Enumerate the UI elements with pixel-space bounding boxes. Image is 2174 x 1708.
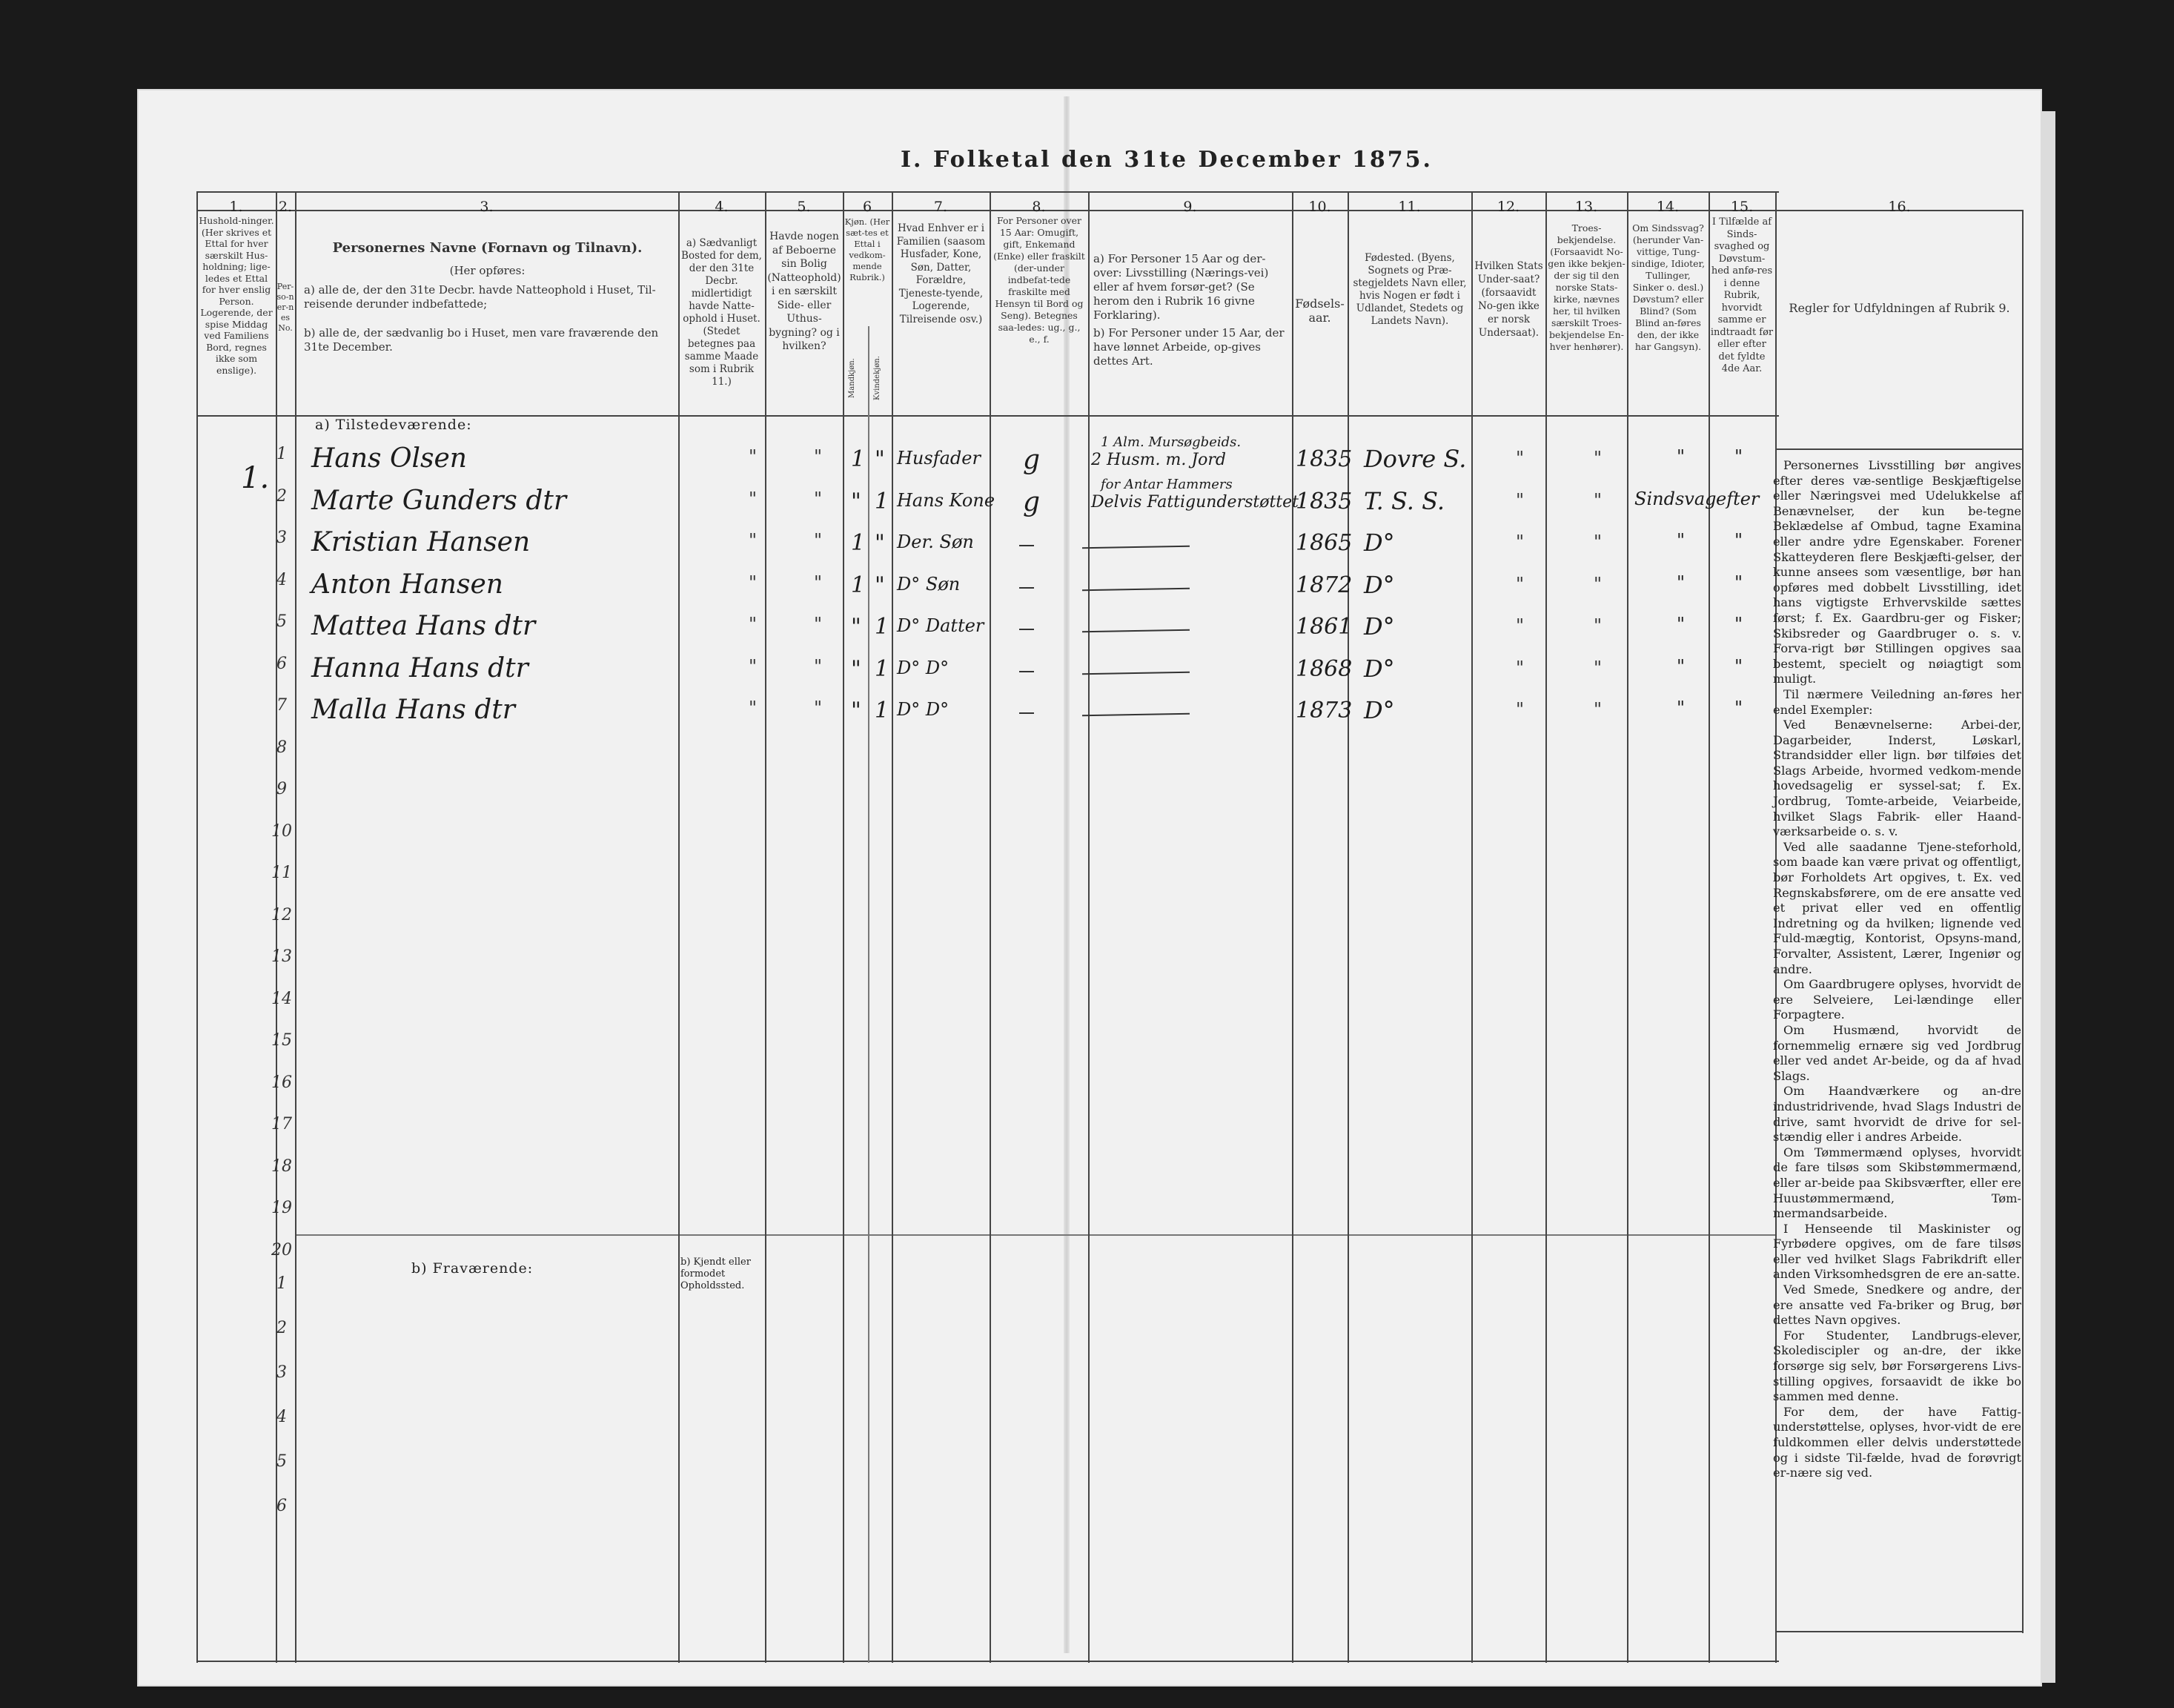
disability-onset: " [1734,698,1743,718]
header-birth-year: Fødsels-aar. [1295,297,1345,325]
sex-female: " [875,572,885,598]
sex-male: 1 [851,572,866,598]
col-line [765,191,766,1663]
col-line [868,326,869,1663]
religion: " [1594,489,1603,511]
usual-residence: " [749,655,758,677]
sex-female: 1 [875,655,889,682]
row-number: 12 [271,905,292,924]
disability: " [1677,572,1686,593]
sex-male: 1 [851,530,866,556]
religion: " [1594,573,1603,595]
header-disability: Om Sindssvag? (herunder Van-vittige, Tung-sindige, Idioter, Tullinger, Sinker o. desl.) Døvstum? eller Blind? (Som Blind an-føres den, der ikke har Gangsyn). [1631,222,1706,352]
birth-year: 1835 [1296,446,1353,472]
header-rules: Regler for Udfyldningen af Rubrik 9. [1789,301,2010,315]
sex-female: " [875,446,885,472]
col-line [196,191,198,1663]
header-side-building: Havde nogen af Beboerne sin Bolig (Natteophold) i en særskilt Side- eller Uthus-bygning? og i hvilken? [767,231,841,352]
col-line [2022,210,2024,1633]
row-number: 3 [276,529,287,547]
instruction-paragraph: Om Haandværkere og an-dre industridrivende, hvad Slags Industri de drive, samt hvorvidt de drive for sel-stændig eller i andres Arbeide. [1773,1084,2021,1145]
occupation-note: 1 Alm. Mursøgbeids. [1101,434,1242,450]
sheet-edge [2042,111,2055,1683]
col-number: 11. [1398,199,1421,215]
disability: " [1677,614,1686,635]
side-building: " [814,488,823,509]
col-line [276,191,277,1663]
citizenship: " [1516,448,1525,469]
row-number: 2 [276,486,287,506]
religion: " [1594,657,1603,678]
row-number: 16 [271,1073,292,1092]
family-role: D° D° [897,657,950,678]
header-names-a: a) alle de, der den 31te Decbr. havde Natteophold i Huset, Til-reisende derunder indbefattede; [304,283,656,311]
birthplace: D° [1364,696,1395,724]
occupation: Delvis Fattigunderstøttet [1091,492,1299,512]
family-role: Hans Kone [897,489,995,511]
row-number: 8 [276,738,287,757]
col-line [1627,191,1628,1663]
birthplace: D° [1364,570,1395,599]
col-line [1088,191,1090,1663]
header-citizenship: Hvilken Stats Under-saat? (forsaavidt No-gen ikke er norsk Undersaat). [1474,260,1543,339]
instruction-paragraph: Ved alle saadanne Tjene-steforhold, som baade kan være privat og offentligt, bør Forholdets Art opgives, t. Ex. ved Regnskabsførere, om de ere ansatte ved et privat eller ved en offentlig Indretning og da hvilken; lignende ved Fuld-mægtig, Kontorist, Opsyns-mand, Forvalter, Assistent, Lærer, Ingeniør og andre. [1773,839,2021,976]
row-number: 20 [271,1240,292,1260]
occupation-note: for Antar Hammers [1101,476,1233,492]
header-birthplace: Fødested. (Byens, Sognets og Præ-stegjeldets Navn eller, hvis Nogen er født i Udlandet, Stedets og Landets Navn). [1353,252,1467,327]
table-bottom-rule [196,1661,1779,1662]
usual-residence: " [749,446,758,467]
person-name: Malla Hans dtr [311,695,515,725]
disability-onset: efter [1716,488,1760,509]
row-number: 1 [276,1274,287,1293]
disability: " [1677,446,1686,467]
row-number: 4 [276,1408,287,1426]
col-number: 13. [1574,199,1598,215]
disability: Sindsvag [1634,488,1717,509]
side-building: " [814,572,823,593]
usual-residence: " [749,614,758,635]
row-number: 1 [276,445,287,463]
citizenship: " [1516,532,1525,552]
sex-male: " [851,614,861,640]
sex-female: 1 [875,614,889,640]
instruction-paragraph: Om Tømmermænd oplyses, hvorvidt de fare tilsøs som Skibstømmermænd, eller ar-beide paa Skibsværfter, eller ere Huustømmermænd, Tøm-mermandsarbeide. [1773,1145,2021,1221]
marital-dash [1019,629,1034,630]
table-top-rule [196,191,1779,193]
family-role: D° D° [897,699,950,720]
sex-female: " [875,530,885,556]
instruction-paragraph: Ved Smede, Snedkere og andre, der ere ansatte ved Fa-briker og Brug, bør dettes Navn opgives. [1773,1282,2021,1328]
occupation: 2 Husm. m. Jord [1091,451,1226,469]
col-number: 9. [1183,199,1197,215]
instruction-paragraph: Ved Benævnelserne: Arbei-der, Dagarbeider, Inderst, Løskarl, Strandsidder eller lign. bør tilføies det Slags Arbeide, hvormed vedkom-mende hovedsagelig er syssel-sat; f. Ex. Jordbrug, Tomte-arbeide, Veiarbeide, hvilket Slags Fabrik- eller Haand-værksarbeide o. s. v. [1773,718,2021,839]
sex-male: " [851,698,861,724]
instruction-paragraph: Personernes Livsstilling bør angives efter deres væ-sentlige Beskjæftigelse eller Næringsvei med Udelukkelse af Benævnelser, der kun be-tegne Beklædelse af Ombud, tagne Examina eller andre ydre Egenskaber. Forener Skatteyderen flere Beskjæfti-gelser, der kunne ansees som væsentlige, bør han opføres med dobbelt Livsstilling, idet hans vigtigste Erhvervskilde sættes først; f. Ex. Gaardbru-ger og Fisker; Skibsreder og Gaardbruger o. s. v. Forva-rigt bør Stillingen opgives saa bestemt, specielt og nøiagtigt som muligt. [1773,458,2021,686]
instruction-paragraph: Til nærmere Veiledning an-føres her endel Exempler: [1773,686,2021,717]
header-occupation-a: a) For Personer 15 Aar og der-over: Livsstilling (Nærings-vei) eller af hvem forsør-get? (Se herom den i Rubrik 16 givne Forklaring). [1093,252,1269,322]
page-title: I. Folketal den 31te December 1875. [901,147,1433,173]
row-number: 15 [271,1031,292,1050]
disability: " [1677,530,1686,551]
side-building: " [814,530,823,551]
row-number: 11 [271,864,292,882]
person-name: Marte Gunders dtr [311,485,567,516]
person-name: Kristian Hansen [311,527,531,557]
col-line [678,191,680,1663]
row-number: 2 [276,1319,287,1337]
col-line [1292,191,1293,1663]
instr-header-rule [1775,448,2024,450]
row-number: 4 [276,570,287,589]
row-number: 19 [271,1199,292,1217]
header-disability-onset: I Tilfælde af Sinds-svaghed og Døvstum-hed anfø-res i denne Rubrik, hvorvidt samme er indtraadt før eller efter det fyldte 4de Aar. [1710,216,1774,374]
col-line [295,191,296,1663]
col-number: 3. [480,199,494,215]
row-number: 14 [271,989,292,1008]
citizenship: " [1516,699,1525,720]
disability-onset: " [1734,572,1743,593]
col-number: 10. [1308,199,1331,215]
birthplace: T. S. S. [1364,486,1445,515]
row-number: 6 [276,1497,287,1515]
row-number: 3 [276,1363,287,1382]
header-religion: Troes-bekjendelse. (Forsaavidt No-gen ikke bekjen-der sig til den norske Stats-kirke, nævnes her, til hvilken særskilt Troes-bekjendelse En-hver henhører). [1548,222,1625,352]
col-number: 7. [933,199,948,215]
birth-year: 1861 [1296,614,1353,640]
instructions-text [1773,458,2021,1481]
col-line [1471,191,1473,1663]
marital-dash [1019,671,1034,672]
disability-onset: " [1734,530,1743,551]
header-names-title: Personernes Navne (Fornavn og Tilnavn). [332,240,643,256]
instruction-paragraph: For Studenter, Landbrugs-elever, Skolediscipler og an-dre, der ikke forsørge sig selv, bør Forsørgerens Livs-stilling opgives, forsaavidt de ikke bo sammen med denne. [1773,1328,2021,1404]
instruction-paragraph: Om Husmænd, hvorvidt de fornemmelig ernære sig ved Jordbrug eller ved andet Ar-beide, og da af hvad Slags. [1773,1022,2021,1083]
col-number: 8. [1032,199,1046,215]
marital-dash [1019,712,1034,714]
usual-residence: " [749,530,758,551]
birthplace: D° [1364,654,1395,683]
header-sex-female: Kvindekjøn. [873,356,881,400]
sex-female: 1 [875,698,889,724]
col-line [1709,191,1710,1663]
side-building: " [814,698,823,718]
header-marital: For Personer over 15 Aar: Omugift, gift, Enkemand (Enke) eller fraskilt (der-under indbefat-tede fraskilte med Hensyn til Bord og Seng). Betegnes saa-ledes: ug., g., e., f. [993,215,1085,345]
instruction-paragraph: Om Gaardbrugere oplyses, hvorvidt de ere Selveiere, Lei-lændinge eller Forpagtere. [1773,977,2021,1022]
religion: " [1594,532,1603,552]
usual-residence: " [749,572,758,593]
citizenship: " [1516,573,1525,595]
disability-onset: " [1734,655,1743,677]
sex-male: " [851,488,861,514]
household-number: 1. [241,461,270,495]
religion: " [1594,448,1603,469]
marital-dash [1019,587,1034,589]
col-number: 16. [1888,199,1911,215]
col-line [1348,191,1349,1663]
citizenship: " [1516,489,1525,511]
row-number: 13 [271,947,292,966]
col-number: 5. [797,199,811,215]
row-number: 18 [271,1156,292,1176]
row-number: 17 [271,1115,292,1133]
col-line [1545,191,1547,1663]
col-number: 12. [1497,199,1520,215]
birthplace: D° [1364,612,1395,640]
disability-onset: " [1734,446,1743,467]
marital-status: g [1023,486,1041,517]
instruction-paragraph: I Henseende til Maskinister og Fyrbødere opgives, om de fare tilsøs eller ved hvilket Slags Fabrikdrift eller anden Virksomhedsgren de ere an-satte. [1773,1221,2021,1282]
section-b-rule [296,1234,1775,1236]
disability: " [1677,655,1686,677]
birth-year: 1873 [1296,698,1353,724]
header-sex: Kjøn. (Her sæt-tes et Ettal i vedkom-mende Rubrik.) [844,216,890,282]
birth-year: 1835 [1296,488,1353,514]
header-sex-male: Mandkjøn. [848,358,856,398]
row-number: 9 [276,780,287,798]
religion: " [1594,699,1603,720]
marital-dash [1019,545,1034,546]
family-role: D° Søn [897,573,961,595]
sex-female: 1 [875,488,889,514]
family-role: Husfader [897,448,981,469]
side-building: " [814,614,823,635]
birth-year: 1872 [1296,572,1353,598]
header-family-role: Hvad Enhver er i Familien (saasom Husfader, Kone, Søn, Datter, Forældre, Tjeneste-tyende, Logerende, Tilreisende osv.) [896,222,986,325]
col-number: 4. [715,199,729,215]
birth-year: 1865 [1296,530,1353,556]
person-name: Anton Hansen [311,569,503,600]
col-number: 1. [229,199,243,215]
citizenship: " [1516,657,1525,678]
row-number: 10 [271,821,292,841]
header-names-sub: (Her opføres: [449,264,526,277]
row-number: 7 [276,696,287,715]
side-building: " [814,446,823,467]
side-building: " [814,655,823,677]
sex-male: 1 [851,446,866,472]
person-name: Mattea Hans dtr [311,611,536,641]
family-role: D° Datter [897,615,984,636]
disability-onset: " [1734,614,1743,635]
birth-year: 1868 [1296,655,1353,682]
section-absent-label: b) Fraværende: [411,1260,534,1277]
section-absent-location-header: b) Kjendt eller formodet Opholdssted. [680,1257,751,1291]
usual-residence: " [749,488,758,509]
religion: " [1594,615,1603,636]
col-number: 2. [278,199,293,215]
header-usual-residence: a) Sædvanligt Bosted for dem, der den 31te Decbr. midlertidigt havde Natte-ophold i Huset. (Stedet betegnes paa samme Maade som i Rubrik 11.) [681,237,762,388]
row-number: 6 [276,654,287,673]
birthplace: D° [1364,529,1395,557]
row-number: 5 [276,1452,287,1471]
disability: " [1677,698,1686,718]
header-households: Hushold-ninger. (Her skrives et Ettal for hver særskilt Hus-holdning; lige-ledes et Ettal for hver enslig Person. Logerende, der spise Middag ved Familiens Bord, regnes ikke som enslige). [199,215,274,376]
col-line [843,191,844,1663]
row-number: 5 [276,612,287,631]
header-names-b: b) alle de, der sædvanlig bo i Huset, men vare fraværende den 31te December. [304,326,659,354]
sex-male: " [851,655,861,682]
header-person-no: Per-so-ner-nes No. [276,282,294,333]
marital-status: g [1023,445,1041,475]
family-role: Der. Søn [897,532,974,552]
birthplace: Dovre S. [1364,445,1467,473]
usual-residence: " [749,698,758,718]
instruction-paragraph: For dem, der have Fattig-understøttelse, oplyses, hvor-vidt de ere fuldkommen eller delvis understøttede og i sidste Til-fælde, hvad de forøvrigt er-nære sig ved. [1773,1404,2021,1480]
col-number: 14. [1656,199,1680,215]
header-occupation-b: b) For Personer under 15 Aar, der have lønnet Arbeide, op-gives dettes Art. [1093,326,1285,368]
instr-bottom-rule [1775,1631,2024,1632]
citizenship: " [1516,615,1525,636]
person-name: Hanna Hans dtr [311,652,528,683]
person-name: Hans Olsen [311,443,467,474]
section-present-label: a) Tilstedeværende: [315,417,472,433]
col-line [892,191,893,1663]
col-number: 6 [862,199,872,215]
col-line [990,191,991,1663]
col-number: 15. [1730,199,1754,215]
